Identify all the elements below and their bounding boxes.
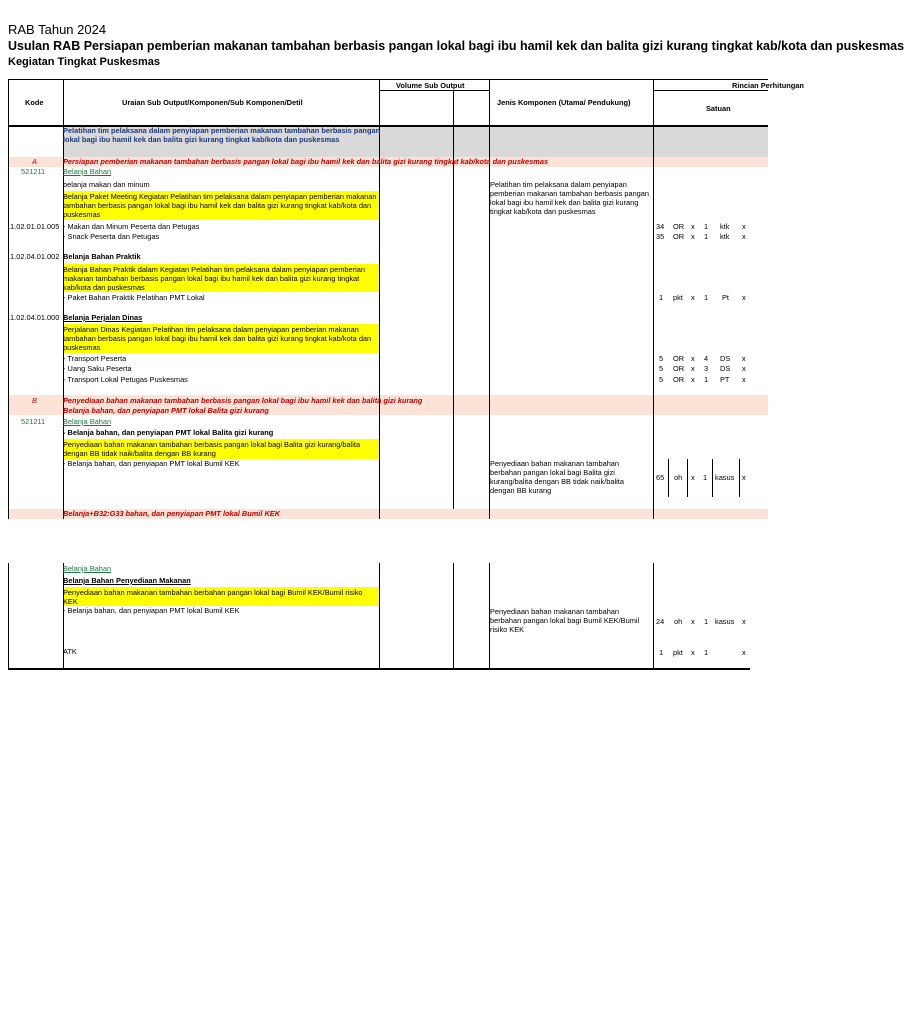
praktik-n: 1	[704, 293, 709, 302]
section-a-code: A	[32, 157, 37, 166]
dinas-3-n: 1	[704, 375, 709, 384]
dinas-1-unit2: DS	[720, 354, 731, 363]
a-jenis: Pelatihan tim pelaksana dalam penyiapan pemberian makanan tambahan berbasis pangan lokal bagi ibu hamil kek dan balita gizi kurang tingkat kab/kota dan puskesmas	[490, 180, 650, 216]
col-kode: Kode	[25, 98, 44, 107]
b-n: 1	[703, 473, 708, 482]
praktik-unit: pkt	[673, 293, 683, 302]
c-yellow: Penyediaan bahan makanan tambahan berbahan pangan lokal bagi Bumil KEK/Bumil risiko KEK	[63, 588, 363, 606]
dinas-3-unit: OR	[673, 375, 685, 384]
b-x2: x	[742, 473, 746, 482]
dinas-3-vol: 5	[659, 375, 664, 384]
section-b-code: B	[32, 396, 37, 405]
item-2-unit: OR	[673, 232, 685, 241]
item-2-vol: 35	[656, 232, 665, 241]
c-x2: x	[742, 617, 746, 626]
atk-vol: 1	[659, 648, 664, 657]
dinas-2-x: x	[691, 364, 695, 373]
dinas-3-x2: x	[742, 375, 746, 384]
top-title: Pelatihan tim pelaksana dalam penyiapan pemberian makanan tambahan berbasis pangan lokal bagi ibu hamil kek dan balita gizi kurang tingkat kab/kota dan puskesmas	[63, 126, 381, 144]
b-unit: oh	[674, 473, 683, 482]
col-jenis: Jenis Komponen (Utama/ Pendukung)	[497, 98, 631, 107]
atk-x: x	[691, 648, 695, 657]
c-label: Belanja Bahan	[63, 564, 112, 573]
dinas-1-x2: x	[742, 354, 746, 363]
atk-label: ATK	[63, 647, 77, 656]
dinas-1: - Transport Peserta	[63, 354, 127, 363]
dinas-2-unit: OR	[673, 364, 685, 373]
dinas-2: - Uang Saku Peserta	[63, 364, 132, 373]
c-n: 1	[704, 617, 709, 626]
b-item: - Belanja bahan, dan penyiapan PMT lokal Bumil KEK	[63, 459, 240, 468]
b-x: x	[691, 473, 695, 482]
col-uraian: Uraian Sub Output/Komponen/Sub Komponen/Detil	[122, 98, 303, 107]
dinas-2-vol: 5	[659, 364, 664, 373]
dinas-1-vol: 5	[659, 354, 664, 363]
c-jenis: Penyediaan bahan makanan tambahan berbahan pangan lokal bagi Bumil KEK/Bumil risiko KEK	[490, 607, 640, 634]
a-sub: belanja makan dan minum	[63, 180, 150, 189]
dinas-2-n: 3	[704, 364, 709, 373]
praktik-label: Belanja Bahan Praktik	[63, 252, 141, 261]
account-b: 521211	[21, 417, 46, 426]
item-1: - Makan dan Minum Peserta dan Petugas	[63, 222, 200, 231]
a-meeting: Belanja Paket Meeting Kegiatan Pelatihan tim pelaksana dalam penyiapan pemberian makanan tambahan berbasis pangan lokal bagi ibu hamil kek dan balita gizi kurang tingkat kab/kota dan puskesmas	[63, 192, 377, 219]
account-a: 521211	[21, 167, 46, 176]
praktik-unit2: Pt	[722, 293, 729, 302]
item-2-n: 1	[704, 232, 709, 241]
b-jenis: Penyediaan bahan makanan tambahan berbahan pangan lokal bagi Balita gizi kurang/balita dengan BB tidak naik/balita dengan BB kurang	[490, 459, 624, 495]
c-item: - Belanja bahan, dan penyiapan PMT lokal Bumil KEK	[63, 606, 240, 615]
b-unit2: kasus	[715, 473, 735, 482]
section-a-text: Persiapan pemberian makanan tambahan berbasis pangan lokal bagi ibu hamil kek dan balita gizi kurang tingkat kab/kota dan puskesmas	[63, 157, 549, 166]
c-vol: 24	[656, 617, 665, 626]
praktik-vol: 1	[659, 293, 664, 302]
col-rincian: Rincian Perhitungan	[732, 81, 804, 90]
praktik-desc: Belanja Bahan Praktik dalam Kegiatan Pelatihan tim pelaksana dalam penyiapan pemberian makanan tambahan berbasis pangan lokal bagi ibu hamil kek dan balita gizi kurang tingkat kab/kota dan puskesmas	[63, 265, 365, 292]
code-2: .1.02.04.01.002	[8, 252, 60, 261]
item-1-unit2: ktk	[720, 222, 730, 231]
col-satuan: Satuan	[706, 104, 731, 113]
dinas-desc: Perjalanan Dinas Kegiatan Pelatihan tim pelaksana dalam penyiapan pemberian makanan tambahan berbasis pangan lokal bagi ibu hamil kek dan balita gizi kurang tingkat kab/kota dan puskesmas	[63, 325, 372, 352]
c-unit: oh	[674, 617, 683, 626]
c-x: x	[691, 617, 695, 626]
praktik-item: - Paket Bahan Praktik Pelatihan PMT Lokal	[63, 293, 205, 302]
dinas-2-unit2: DS	[720, 364, 731, 373]
item-2-x: x	[691, 232, 695, 241]
section-b-text2: Belanja bahan, dan penyiapan PMT lokal Balita gizi kurang	[63, 406, 269, 415]
praktik-x: x	[691, 293, 695, 302]
dinas-2-x2: x	[742, 364, 746, 373]
formula-row: Belanja+B32:G33 bahan, dan penyiapan PMT lokal Bumil KEK	[63, 509, 281, 518]
item-1-vol: 34	[656, 222, 665, 231]
account-a-label: Belanja Bahan	[63, 167, 112, 176]
dinas-1-n: 4	[704, 354, 709, 363]
account-b-label: Belanja Bahan	[63, 417, 112, 426]
b-vol: 65	[656, 473, 665, 482]
b-sub: - Belanja bahan, dan penyiapan PMT lokal Balita gizi kurang	[63, 428, 274, 437]
page-subtitle: Usulan RAB Persiapan pemberian makanan tambahan berbasis pangan lokal bagi ibu hamil kek dan balita gizi kurang tingkat kab/kota dan puskesmas	[8, 39, 904, 53]
item-1-x: x	[691, 222, 695, 231]
dinas-label: Belanja Perjalan Dinas	[63, 313, 143, 322]
code-1: .1.02.01.01.005	[8, 222, 60, 231]
c-unit2: kasus	[715, 617, 735, 626]
praktik-x2: x	[742, 293, 746, 302]
item-1-x2: x	[742, 222, 746, 231]
item-2-x2: x	[742, 232, 746, 241]
page-title: RAB Tahun 2024	[8, 22, 107, 37]
atk-x2: x	[742, 648, 746, 657]
b-yellow: Penyediaan bahan makanan tambahan berbasis pangan lokal bagi Balita gizi kurang/balita dengan BB tidak naik/balita dengan BB kurang	[63, 440, 361, 458]
dinas-1-x: x	[691, 354, 695, 363]
section-b-text: Penyediaan bahan makanan tambahan berbasis pangan lokal bagi ibu hamil kek dan balita gizi kurang	[63, 396, 423, 405]
item-2-unit2: ktk	[720, 232, 730, 241]
dinas-1-unit: OR	[673, 354, 685, 363]
col-volume: Volume Sub Output	[396, 81, 465, 90]
dinas-3-unit2: PT	[720, 375, 730, 384]
page-level: Kegiatan Tingkat Puskesmas	[8, 56, 161, 68]
dinas-3-x: x	[691, 375, 695, 384]
atk-unit: pkt	[673, 648, 683, 657]
item-2: - Snack Peserta dan Petugas	[63, 232, 160, 241]
item-1-n: 1	[704, 222, 709, 231]
code-3: .1.02.04.01.000	[8, 313, 60, 322]
dinas-3: - Transport Lokal Petugas Puskesmas	[63, 375, 188, 384]
c-sub: Belanja Bahan Penyediaan Makanan	[63, 576, 191, 585]
atk-n: 1	[704, 648, 709, 657]
item-1-unit: OR	[673, 222, 685, 231]
